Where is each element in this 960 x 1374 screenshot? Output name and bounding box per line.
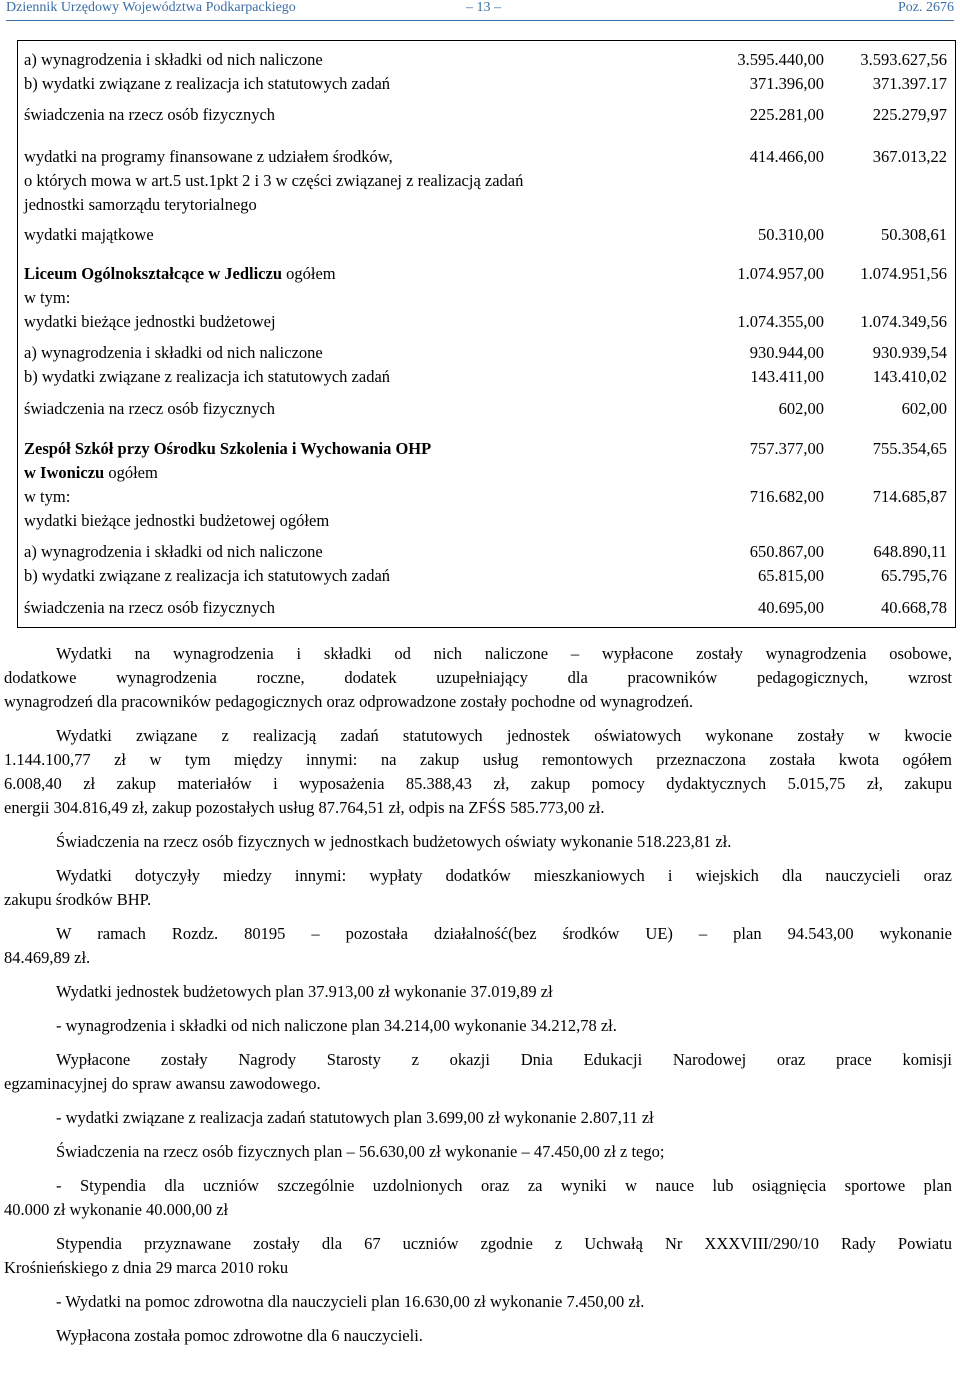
paragraph: Wydatki na wynagrodzenia i składki od nich naliczone – wypłacone zostały wynagrodzenia osobowe, dodatkowe wynagrodzenia roczne, dodatek uzupełniający dla pracowników pedagogicznych, wzrost wynagrodzeń dla pracowników pedagogicznych oraz odprowadzone zostały pochodne od wynagrodzeń. [4, 644, 952, 711]
body-text [4, 642, 952, 1348]
table-group-9 [24, 540, 951, 588]
table-row: świadczenia na rzecz osób fizycznych 40.695,00 40.668,78 [24, 598, 947, 617]
paragraph: Wydatki jednostek budżetowych plan 37.913,00 zł wykonanie 37.019,89 zł [56, 982, 553, 1001]
school-name: Liceum Ogólnokształcące w Jedliczu [24, 264, 283, 283]
paragraph: - Wydatki na pomoc zdrowotna dla nauczycieli plan 16.630,00 zł wykonanie 7.450,00 zł. [56, 1292, 645, 1311]
table-row: a) wynagrodzenia i składki od nich naliczone 650.867,00 648.890,11 [24, 542, 947, 561]
table-row: Zespół Szkół przy Ośrodku Szkolenia i Wychowania OHP 757.377,00 755.354,65 [24, 437, 951, 461]
paragraph: Świadczenia na rzecz osób fizycznych w jednostkach budżetowych oświaty wykonanie 518.223,81 zł. [56, 832, 732, 851]
paragraph: Świadczenia na rzecz osób fizycznych plan – 56.630,00 zł wykonanie – 47.450,00 zł z tego; [56, 1142, 665, 1161]
table-group-7 [24, 397, 951, 421]
paragraph: W ramach Rozdz. 80195 – pozostała działalność(bez środków UE) – plan 94.543,00 wykonanie 84.469,89 zł. [4, 924, 952, 967]
table-group-zespol [24, 437, 951, 533]
budget-table [17, 40, 956, 628]
table-row: wydatki bieżące jednostki budżetowej 1.074.355,00 1.074.349,56 [24, 312, 947, 331]
table-row: b) wydatki związane z realizacja ich statutowych zadań 371.396,00 371.397.17 [24, 74, 947, 93]
table-row: o których mowa w art.5 ust.1pkt 2 i 3 w części związanej z realizacją zadań [24, 171, 524, 190]
paragraph: Stypendia przyznawane zostały dla 67 uczniów zgodnie z Uchwałą Nr XXXVIII/290/10 Rady Powiatu Krośnieńskiego z dnia 29 marca 2010 roku [4, 1234, 952, 1277]
position-number: Poz. 2676 [898, 0, 954, 15]
table-group-4 [24, 223, 951, 247]
paragraph: - wydatki związane z realizacja zadań statutowych plan 3.699,00 zł wykonanie 2.807,11 zł [56, 1108, 654, 1127]
paragraph: Wypłacone zostały Nagrody Starosty z okazji Dnia Edukacji Narodowej oraz prace komisji egzaminacyjnej do spraw awansu zawodowego. [4, 1050, 952, 1093]
table-row: b) wydatki związane z realizacja ich statutowych zadań 143.411,00 143.410,02 [24, 367, 947, 386]
table-row: wydatki majątkowe 50.310,00 50.308,61 [24, 225, 947, 244]
table-group-6 [24, 341, 951, 389]
table-row: wydatki na programy finansowane z udziałem środków, 414.466,00 367.013,22 [24, 147, 947, 166]
page-header [6, 0, 954, 21]
table-row: wydatki bieżące jednostki budżetowej ogółem [24, 511, 330, 530]
journal-title: Dziennik Urzędowy Województwa Podkarpackiego [6, 0, 296, 15]
table-group-10 [24, 596, 951, 620]
table-row: w Iwoniczu ogółem [24, 463, 158, 482]
table-row: w tym: [24, 288, 71, 307]
table-row: a) wynagrodzenia i składki od nich naliczone 930.944,00 930.939,54 [24, 343, 947, 362]
table-row: świadczenia na rzecz osób fizycznych 602,00 602,00 [24, 399, 947, 418]
table-group-2 [24, 103, 951, 127]
paragraph: - wynagrodzenia i składki od nich naliczone plan 34.214,00 wykonanie 34.212,78 zł. [56, 1016, 617, 1035]
school-name: Zespół Szkół przy Ośrodku Szkolenia i Wychowania OHP [24, 439, 432, 458]
table-row: a) wynagrodzenia i składki od nich naliczone 3.595.440,00 3.593.627,56 [24, 50, 947, 69]
page-number: – 13 – [466, 0, 501, 15]
table-group-liceum [24, 262, 951, 334]
paragraph: Wydatki związane z realizacją zadań statutowych jednostek oświatowych wykonane zostały w kwocie 1.144.100,77 zł w tym między innymi: na zakup usług remontowych przeznaczona została kwota ogółem 6.008,40 zł zakup materiałów i wyposażenia 85.388,43 zł, zakup pomocy dydaktycznych 5.015,75 zł, zakupu energii 304.816,49 zł, zakup pozostałych usług 87.764,51 zł, odpis na ZFŚS 585.773,00 zł. [4, 726, 952, 817]
table-group-1 [24, 48, 951, 96]
paragraph: Wypłacona została pomoc zdrowotne dla 6 nauczycieli. [56, 1326, 423, 1345]
table-row: w tym: 716.682,00 714.685,87 [24, 487, 947, 506]
table-group-3 [24, 145, 951, 217]
table-row: b) wydatki związane z realizacja ich statutowych zadań 65.815,00 65.795,76 [24, 566, 947, 585]
table-row: świadczenia na rzecz osób fizycznych 225.281,00 225.279,97 [24, 105, 947, 124]
table-row: jednostki samorządu terytorialnego [24, 195, 257, 214]
table-row: Liceum Ogólnokształcące w Jedliczu ogółem 1.074.957,00 1.074.951,56 [24, 264, 947, 283]
paragraph: - Stypendia dla uczniów szczególnie uzdolnionych oraz za wyniki w nauce lub osiągnięcia sportowe plan 40.000 zł wykonanie 40.000,00 zł [4, 1176, 952, 1219]
paragraph: Wydatki dotyczyły miedzy innymi: wypłaty dodatków mieszkaniowych i wiejskich dla nauczycieli oraz zakupu środków BHP. [4, 866, 952, 909]
